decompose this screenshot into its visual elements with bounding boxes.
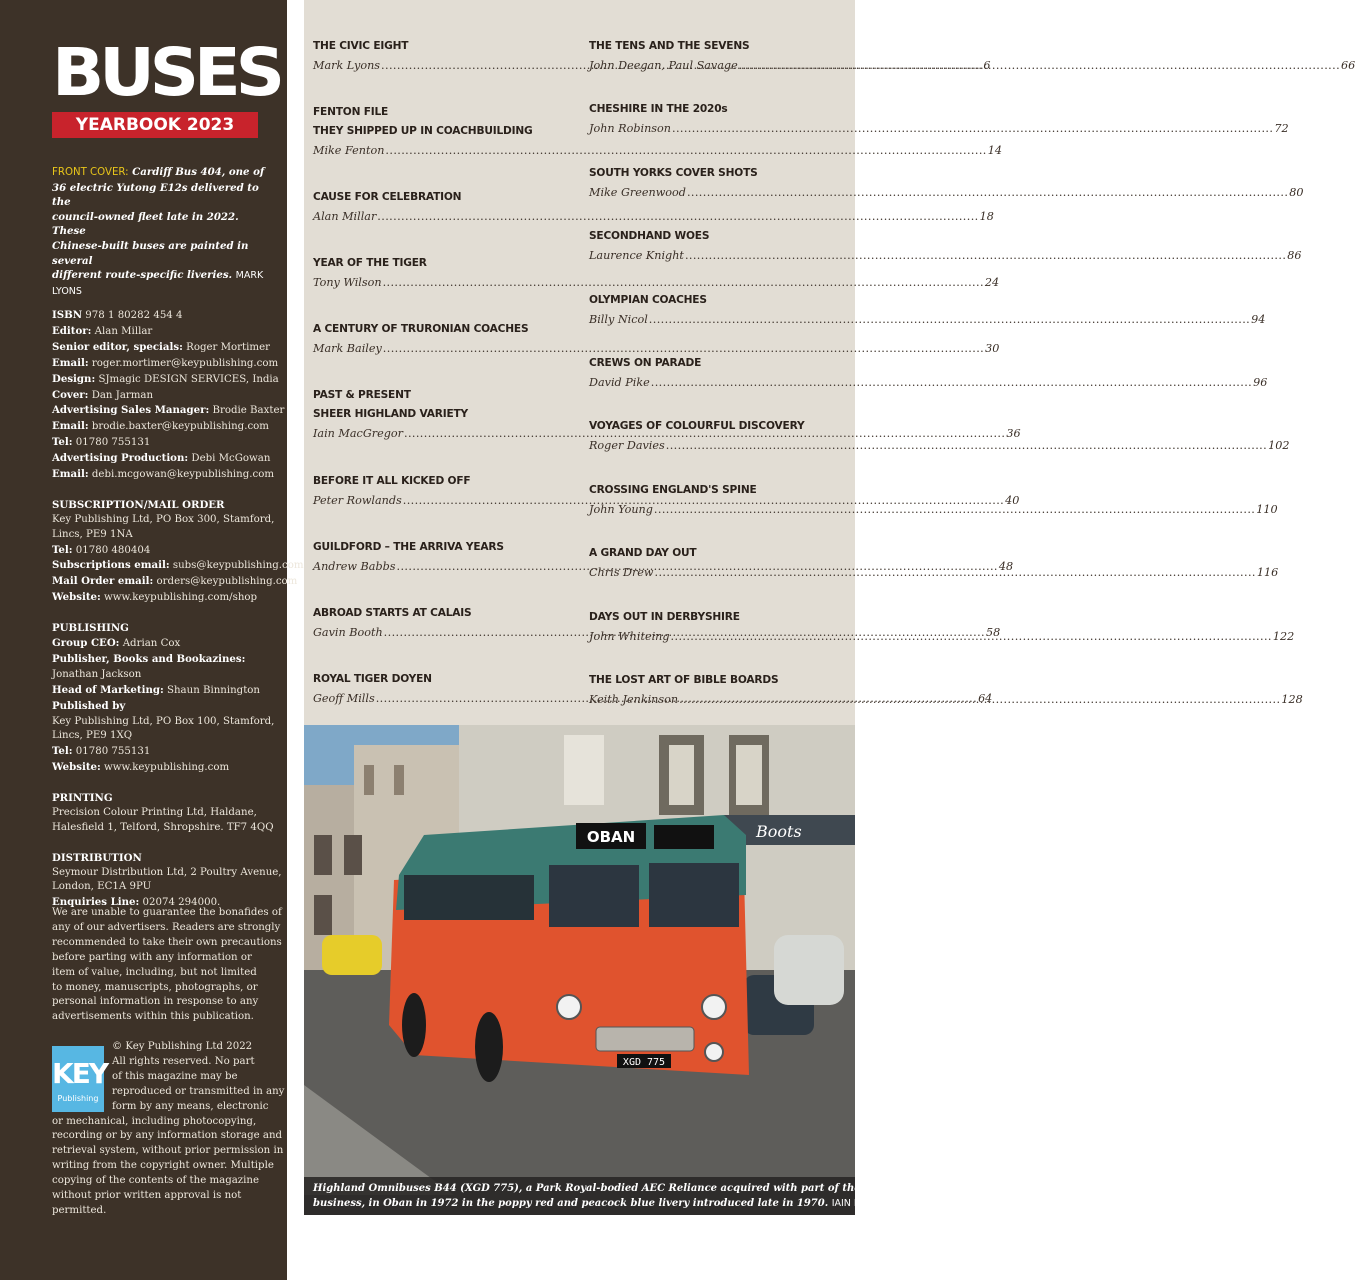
bus-windscreen-right (649, 863, 739, 927)
contents-entry[interactable]: GUILDFORD – THE ARRIVA YEARS Andrew Babbs ..... 48 (313, 538, 572, 576)
copyright-notice: © Key Publishing Ltd 2022 All rights reserved. No part of this magazine may be reproduced or transmitted in any form by any means, electronic or mechanical, including photocopying, recording or by any information storage and retrieval system, without prior permission in writing from the copyright owner. Multiple copying of the contents of the magazine without prior written approval is not permitted. (52, 1041, 285, 1216)
subscription-row: Tel: 01780 480404 (52, 543, 151, 556)
subscription-address: Key Publishing Ltd, PO Box 300, Stamford, (52, 513, 275, 525)
contents-entry[interactable]: THE LOST ART OF BIBLE BOARDS Keith Jenkinson ..... 128 (589, 671, 848, 709)
credit-row: Advertising Production: Debi McGowan (52, 452, 271, 465)
masthead-title: BUSES (52, 34, 280, 111)
bus-photo (304, 725, 933, 1215)
key-logo-mark: KEY (52, 1057, 108, 1090)
shop-sign: Boots (756, 822, 802, 841)
contents-entry[interactable]: THE TENS AND THE SEVENS John Deegan, Paul Savage ..... 66 (589, 37, 848, 75)
printing-line: Halesfield 1, Telford, Shropshire. TF7 4QQ (52, 821, 274, 833)
credit-row: Editor: Alan Millar (52, 324, 153, 337)
subscription-row: Website: www.keypublishing.com/shop (52, 591, 258, 604)
contents-entry[interactable]: BEFORE IT ALL KICKED OFF Peter Rowlands ..... 40 (313, 472, 572, 510)
contents-entry[interactable]: CROSSING ENGLAND'S SPINE John Young ..... 110 (589, 481, 848, 519)
contents-entry[interactable]: SOUTH YORKS COVER SHOTS Mike Greenwood ..... 80 (589, 164, 848, 202)
sidebar (0, 0, 304, 1280)
subscription-heading: SUBSCRIPTION/MAIL ORDER (52, 498, 225, 511)
contents-panel (304, 0, 1355, 725)
contents-entry[interactable]: CAUSE FOR CELEBRATION Alan Millar ..... 18 (313, 188, 572, 226)
publishing-address: Lincs, PE9 1XQ (52, 730, 133, 742)
front-cover-note (52, 165, 272, 299)
subscription-row: Subscriptions email: subs@keypublishing.com (52, 559, 304, 572)
publishing-row: Tel: 01780 755131 (52, 745, 151, 758)
bus-side-windows (404, 875, 534, 920)
contents-entry[interactable]: DAYS OUT IN DERBYSHIRE John Whiteing ..... 122 (589, 608, 848, 646)
contents-entry[interactable]: OLYMPIAN COACHES Billy Nicol ..... 94 (589, 291, 848, 329)
contents-entry[interactable]: VOYAGES OF COLOURFUL DISCOVERY Roger Davies ..... 102 (589, 417, 848, 455)
credit-row: Email: brodie.baxter@keypublishing.com (52, 420, 269, 433)
bus-windscreen-left (549, 865, 639, 927)
key-logo-sub: Publishing (57, 1094, 99, 1103)
credits-block (52, 308, 304, 911)
credit-row: ISBN 978 1 80282 454 4 (52, 309, 183, 321)
contents-entry[interactable]: CHESHIRE IN THE 2020s John Robinson ..... 72 (589, 100, 848, 138)
publishing-address: Key Publishing Ltd, PO Box 100, Stamford, (52, 715, 275, 727)
front-cover-text: 36 electric Yutong E12s delivered to the (52, 181, 259, 209)
publishing-heading: PUBLISHING (52, 622, 129, 635)
photo-credit: IAIN MACGREGOR (831, 1197, 917, 1209)
front-cover-label: FRONT COVER: (52, 167, 129, 178)
credit-row: Advertising Sales Manager: Brodie Baxter (52, 404, 285, 417)
contents-entry[interactable]: SECONDHAND WOES Laurence Knight ..... 86 (589, 227, 848, 265)
front-cover-text: Chinese-built buses are painted in several (52, 239, 249, 267)
distribution-heading: DISTRIBUTION (52, 851, 142, 864)
contents-entry[interactable]: YEAR OF THE TIGER Tony Wilson ..... 24 (313, 254, 572, 292)
registration-text: XGD 775 (622, 1057, 666, 1068)
publishing-row: Published by (52, 699, 126, 712)
masthead-logo (52, 34, 280, 138)
credit-row: Senior editor, specials: Roger Mortimer (52, 340, 270, 353)
bus-illustration (304, 725, 855, 1215)
contents-entry[interactable]: PAST & PRESENT SHEER HIGHLAND VARIETY Iain MacGregor ..... 36 (313, 386, 572, 443)
credit-row: Cover: Dan Jarman (52, 388, 154, 401)
contents-entry[interactable]: A CENTURY OF TRURONIAN COACHES Mark Bailey ..... 30 (313, 320, 572, 358)
publishing-row: Group CEO: Adrian Cox (52, 637, 181, 649)
contents-entry[interactable]: FENTON FILE THEY SHIPPED UP IN COACHBUILDING Mike Fenton ..... 14 (313, 103, 572, 160)
contents-entry[interactable]: THE CIVIC EIGHT Mark Lyons ..... 6 (313, 37, 572, 75)
photo-caption: Highland Omnibuses B44 (XGD 775), a Park Royal-bodied AEC Reliance acquired with part of the MacBraynes business, in Oban in 1972 in the poppy red and peacock blue livery introduced late in 1970. IAIN MACGREGOR (304, 1177, 855, 1215)
masthead-subtitle: YEARBOOK 2023 (52, 112, 258, 138)
subscription-address: Lincs, PE9 1NA (52, 528, 133, 540)
contents-entry[interactable]: CREWS ON PARADE David Pike ..... 96 (589, 354, 848, 392)
destination-text: OBAN (586, 828, 636, 846)
publishing-row: Head of Marketing: Shaun Binnington (52, 683, 260, 696)
white-car (774, 935, 844, 1005)
disclaimer: We are unable to guarantee the bonafides of any of our advertisers. Readers are strongly recommended to take their own precautions before parting with any information or item of value, including, but not limited to money, manuscripts, photographs, or personal information in response to any advertisements within this publication. (52, 907, 282, 1023)
publishing-row: Publisher, Books and Bookazines: (52, 652, 246, 665)
credit-row: Design: SJmagic DESIGN SERVICES, India (52, 372, 279, 385)
yellow-car (322, 935, 382, 975)
headlight-left (557, 995, 581, 1019)
publishing-row: Website: www.keypublishing.com (52, 761, 230, 774)
printing-line: Precision Colour Printing Ltd, Haldane, (52, 806, 257, 818)
subscription-row: Mail Order email: orders@keypublishing.com (52, 575, 298, 588)
credit-row: Email: roger.mortimer@keypublishing.com (52, 356, 279, 369)
front-cover-text: different route-specific liveries. (52, 269, 233, 282)
credit-row: Email: debi.mcgowan@keypublishing.com (52, 468, 274, 481)
front-cover-credit: MARK LYONS (52, 270, 264, 297)
contents-entry[interactable]: ROYAL TIGER DOYEN Geoff Mills ..... 64 (313, 670, 572, 708)
printing-heading: PRINTING (52, 792, 113, 805)
radiator-grille (596, 1027, 694, 1051)
distribution-row: Enquiries Line: 02074 294000. (52, 896, 221, 909)
front-cover-text: council-owned fleet late in 2022. These (52, 210, 239, 238)
rear-wheel (402, 993, 426, 1057)
headlight-right (702, 995, 726, 1019)
publishing-row: Jonathan Jackson (52, 668, 142, 680)
contents-entry[interactable]: A GRAND DAY OUT Chris Drew ..... 116 (589, 544, 848, 582)
credit-row: Tel: 01780 755131 (52, 436, 151, 449)
contents-entry[interactable]: ABROAD STARTS AT CALAIS Gavin Booth ..... 58 (313, 604, 572, 642)
distribution-line: Seymour Distribution Ltd, 2 Poultry Avenue, (52, 866, 282, 878)
front-wheel (475, 1012, 503, 1082)
distribution-line: London, EC1A 9PU (52, 881, 152, 893)
front-cover-text: Cardiff Bus 404, one of (132, 166, 265, 178)
